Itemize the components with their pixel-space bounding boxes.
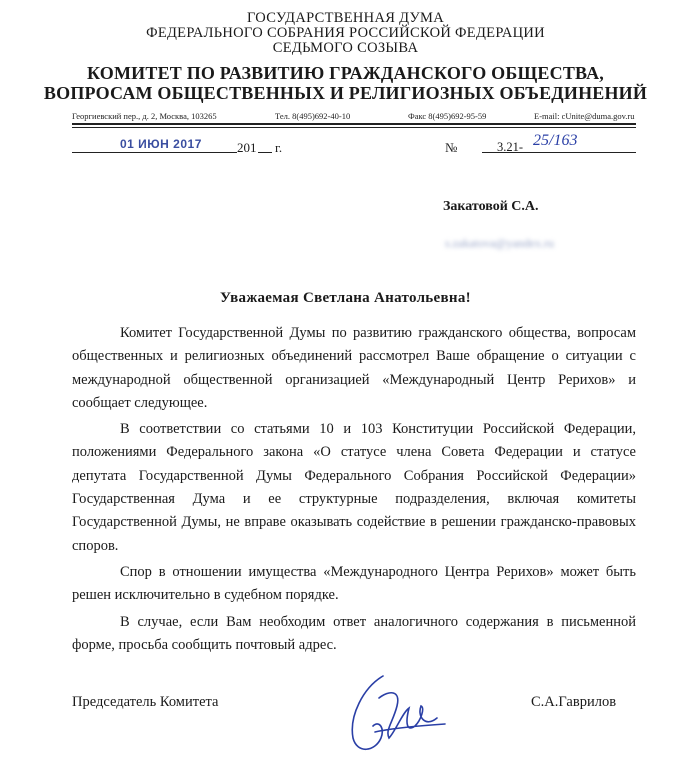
signatory-name: С.А.Гаврилов (531, 694, 617, 710)
paragraph: Спор в отношении имущества «Международного Центра Рерихов» может быть решен исключительно в судебном порядке. (72, 563, 636, 604)
addressee-name: Закатовой С.А. (443, 199, 539, 214)
header-divider-thin (72, 127, 636, 128)
registration-row (72, 132, 636, 160)
header-divider-thick (72, 123, 636, 125)
paragraph: В соответствии со статьями 10 и 103 Конституции Российской Федерации, положениями Федерального закона «О статусе члена Совета Федерации и статусе депутата Государственной Думы Федерального Собрания Российской Федерации» Государственная Дума и ее структурные подразделения, включая комитеты Государственной Думы, не вправе оказывать содействие в решении гражданско-правовых споров. (72, 421, 636, 554)
phone-text: Тел. 8(495)692-40-10 (275, 111, 351, 121)
number-prefix: 3.21- (497, 140, 524, 154)
year-template: 201 (237, 140, 257, 155)
fax-text: Факс 8(495)692-95-59 (408, 111, 487, 121)
date-stamp: 01 ИЮН 2017 (120, 137, 202, 151)
number-handwritten: 25/163 (533, 132, 578, 149)
address-text: Георгиевский пер., д. 2, Москва, 103265 (72, 111, 217, 121)
committee-name-line2: ВОПРОСАМ ОБЩЕСТВЕННЫХ И РЕЛИГИОЗНЫХ ОБЪЕДИНЕНИЙ (43, 83, 648, 103)
year-suffix: г. (275, 140, 283, 155)
paragraph: В случае, если Вам необходим ответ аналогичного содержания в письменной форме, просьба сообщить почтовый адрес. (72, 613, 636, 653)
addressee-email-blurred: s.zakatova@yandex.ru (445, 236, 555, 250)
letter-body (72, 322, 636, 657)
header-line-duma: ГОСУДАРСТВЕННАЯ ДУМА (246, 10, 445, 26)
number-sign: № (445, 140, 458, 155)
committee-name-line1: КОМИТЕТ ПО РАЗВИТИЮ ГРАЖДАНСКОГО ОБЩЕСТВА, (86, 63, 605, 83)
header-line-federal-assembly: ФЕДЕРАЛЬНОГО СОБРАНИЯ РОССИЙСКОЙ ФЕДЕРАЦИИ (146, 25, 545, 41)
salutation: Уважаемая Светлана Анатольевна! (220, 290, 471, 306)
year-underline (258, 140, 272, 153)
signatory-title: Председатель Комитета (72, 694, 219, 710)
paragraph: Комитет Государственной Думы по развитию гражданского общества, вопросам общественных и религиозных объединений рассмотрел Ваше обращение о ситуации с международной общественной организацией «Международный Центр Рерихов» и сообщает следующее. (72, 325, 636, 411)
email-text: E-mail: cUnite@duma.gov.ru (534, 111, 635, 121)
header-line-convocation: СЕДЬМОГО СОЗЫВА (272, 40, 419, 56)
handwritten-signature (345, 668, 455, 758)
